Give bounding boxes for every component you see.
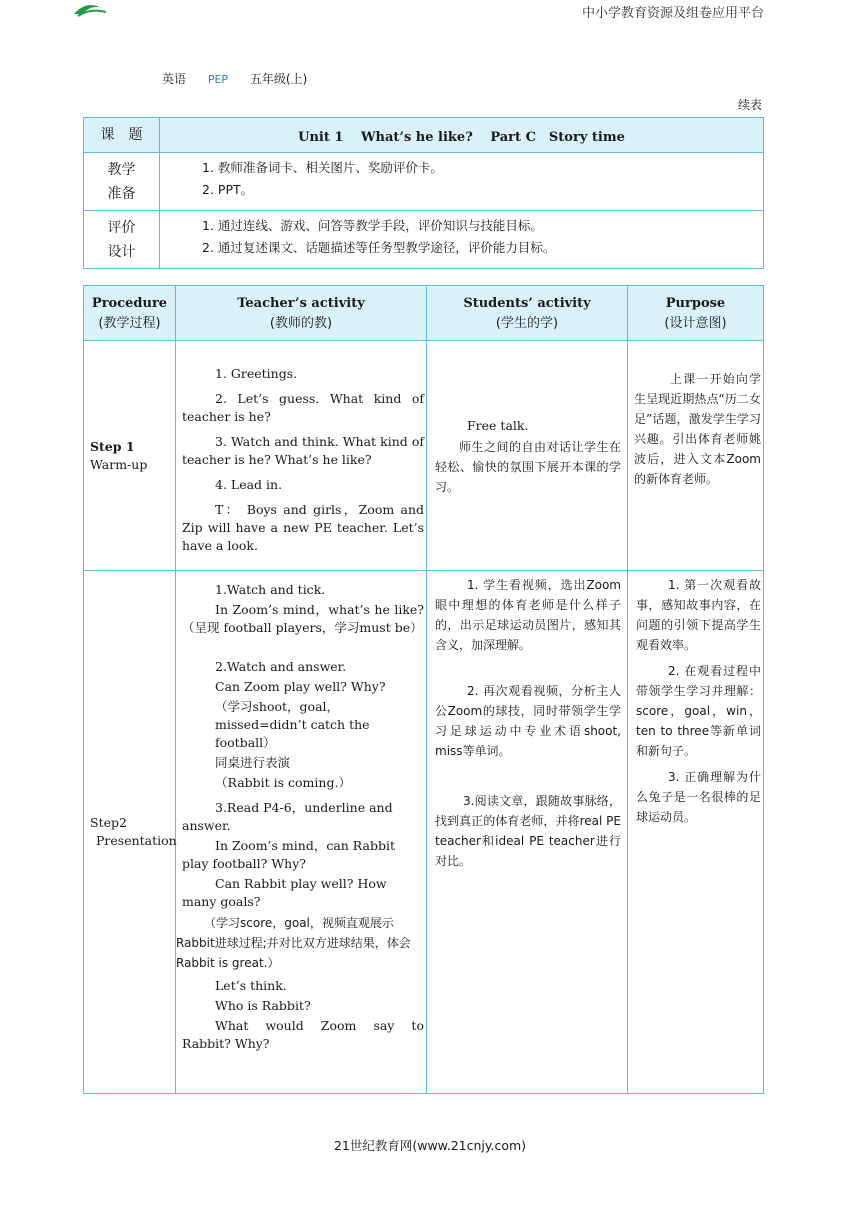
- step1-students: Free talk. 师生之间的自由对话让学生在轻松、愉快的氛围下展开本课的学习。: [427, 341, 628, 571]
- lesson-topic: Unit 1 What’s he like? Part C Story time: [160, 118, 764, 153]
- continued-label: 续表: [737, 98, 762, 112]
- grade: 五年级(上): [249, 72, 308, 86]
- course-meta: [162, 70, 325, 87]
- platform-title: 中小学教育资源及组卷应用平台: [581, 6, 764, 21]
- header-procedure: Procedure (教学过程): [84, 286, 176, 341]
- prep-list: [160, 153, 764, 211]
- prep-item: 1. 教师准备词卡、相关图片、奖励评价卡。: [202, 160, 443, 175]
- subject: 英语: [162, 72, 187, 86]
- header-teacher: Teacher’s activity (教师的教): [176, 286, 427, 341]
- prep-item: 2. PPT。: [202, 182, 254, 197]
- step1-teacher: 1. Greetings. 2. Let’s guess. What kind of teacher is he? 3. Watch and think. What kind of teacher is he? What’s he like? 4. Lead in. T： Boys and girls，Zoom and Zip will have a new PE teacher. Let’s have a look.: [176, 341, 427, 571]
- table-row: [84, 341, 764, 571]
- header-purpose: Purpose (设计意图): [628, 286, 764, 341]
- prep-label: 教学 准备: [84, 153, 160, 211]
- step2-teacher: 1.Watch and tick. In Zoom’s mind，what’s he like?（呈现 football players，学习must be） 2.Watch and answer. Can Zoom play well? Why? （学习shoot，goal，missed=didn’t catch the football） 同桌进行表演 （Rabbit is coming.） 3.Read P4-6，underline and answer. In Zoom’s mind，can Rabbit play football? Why? Can Rabbit play well? How many goals? （学习score，goal，视频直观展示Rabbit进球过程;并对比双方进球结果，体会Rabbit is great.） Let’s think. Who is Rabbit? What would Zoom say to Rabbit? Why?: [176, 571, 427, 1094]
- table-row: [84, 571, 764, 1094]
- step2-purpose: 1. 第一次观看故事，感知故事内容，在问题的引领下提高学生观看效率。 2. 在观看过程中带领学生学习并理解：score，goal，win，ten to three等新单词和新句子。 3. 正确理解为什么兔子是一名很棒的足球运动员。: [628, 571, 764, 1094]
- header-students: Students’ activity (学生的学): [427, 286, 628, 341]
- eval-label: 评价 设计: [84, 211, 160, 269]
- eval-list: [160, 211, 764, 269]
- step2-students: 1. 学生看视频，选出Zoom眼中理想的体育老师是什么样子的，出示足球运动员图片，感知其含义，加深理解。 2. 再次观看视频，分析主人公Zoom的球技，同时带领学生学习足球运动中专业术语shoot, miss等单词。 3.阅读文章，跟随故事脉络，找到真正的体育老师，并将real PE teacher和ideal PE teacher进行对比。: [427, 571, 628, 1094]
- page-footer: 21世纪教育网(www.21cnjy.com): [333, 1138, 527, 1153]
- topic-label: 课 题: [84, 118, 160, 153]
- eval-item: 1. 通过连线、游戏、问答等教学手段，评价知识与技能目标。: [202, 218, 543, 233]
- table-header-row: [84, 286, 764, 341]
- edition: PEP: [207, 73, 229, 86]
- site-logo: [72, 0, 232, 18]
- eval-item: 2. 通过复述课文、话题描述等任务型教学途径，评价能力目标。: [202, 240, 556, 255]
- procedure-table: [83, 285, 764, 1094]
- step1-label: Step 1 Warm-up: [84, 341, 176, 571]
- step1-purpose: 上课一开始向学生呈现近期热点“历二女足”话题，激发学生学习兴趣。引出体育老师姚波后，进入文本Zoom的新体育老师。: [628, 341, 764, 571]
- lesson-info-table: [83, 117, 764, 269]
- step2-label: Step2 Presentation: [84, 571, 176, 1094]
